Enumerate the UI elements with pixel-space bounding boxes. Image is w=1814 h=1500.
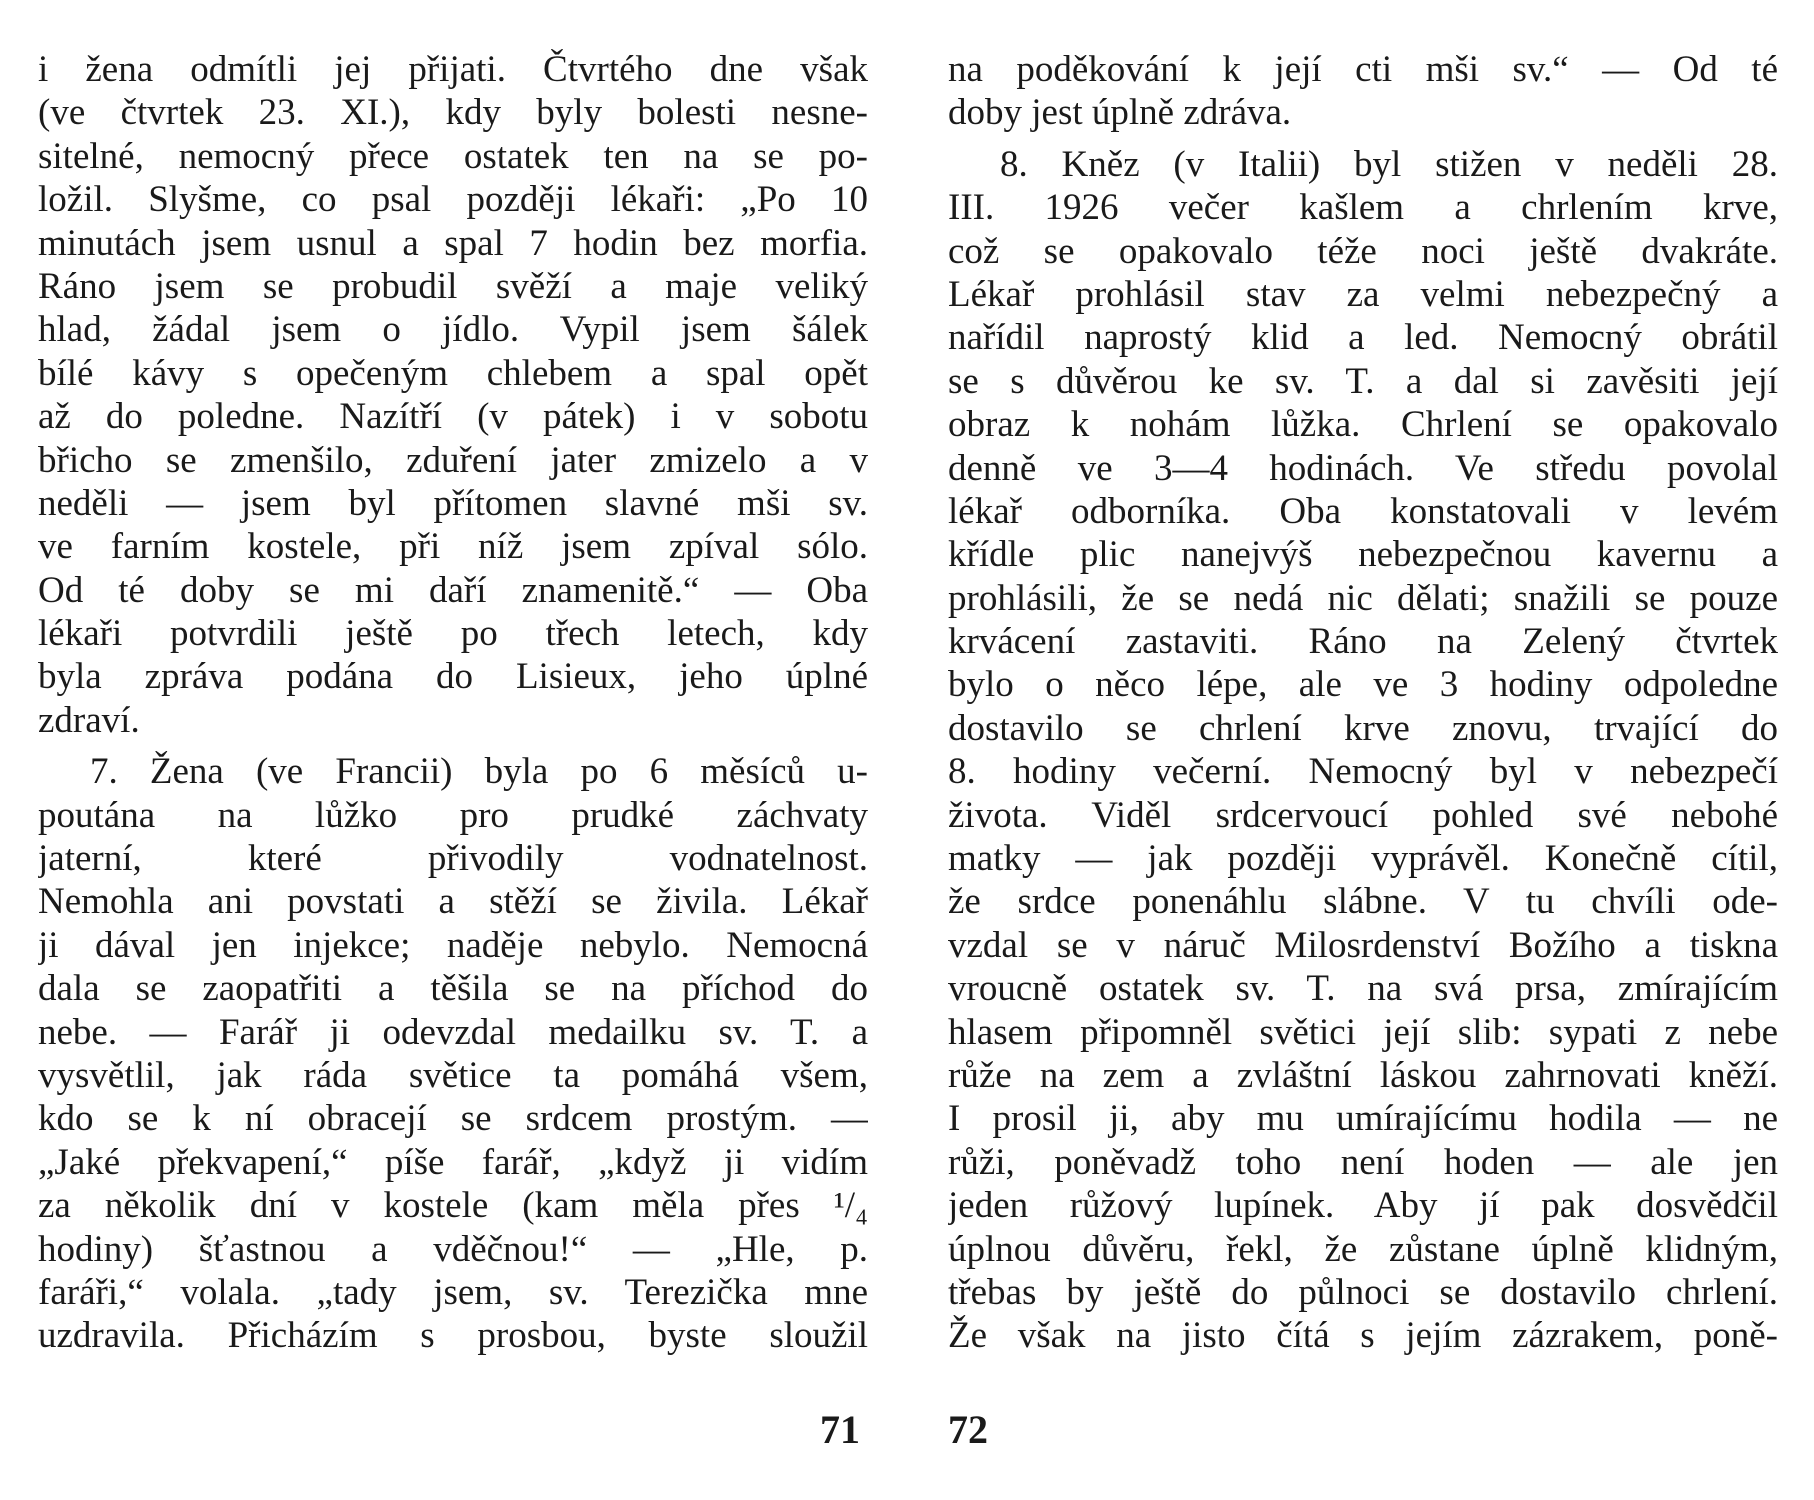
text-line: uzdravila. Přicházím s prosbou, byste sloužil [38,1315,868,1357]
page-number-left: 71 [820,1407,860,1452]
text-line: vzdal se v náruč Milosrdenství Božího a tiskna [948,924,1778,966]
text-line: poutána na lůžko pro prudké záchvaty [38,794,868,836]
text-line: jaterní, které přivodily vodnatelnost. [38,838,868,880]
paragraph-gap [948,135,1778,143]
text-line: úplnou důvěru, řekl, že zůstane úplně klidným, [948,1228,1778,1270]
text-line: bílé kávy s opečeným chlebem a spal opět [38,352,868,394]
text-line: Od té doby se mi daří znamenitě.“ — Oba [38,569,868,611]
text-line: III. 1926 večer kašlem a chrlením krve, [948,187,1778,229]
text-line: obraz k nohám lůžka. Chrlení se opakovalo [948,404,1778,446]
text-line: hodiny) šťastnou a vděčnou!“ — „Hle, p. [38,1228,868,1270]
text-line: Nemohla ani povstati a stěží se živila. Lékař [38,881,868,923]
text-line: života. Viděl srdcervoucí pohled své nebohé [948,794,1778,836]
text-line: ložil. Slyšme, co psal později lékaři: „Po 10 [38,179,868,221]
text-line: hlad, žádal jsem o jídlo. Vypil jsem šálek [38,309,868,351]
text-line: že srdce ponenáhlu slábne. V tu chvíli ode- [948,881,1778,923]
text-line: zdraví. [38,699,140,741]
text-line: vysvětlil, jak ráda světice ta pomáhá všem, [38,1054,868,1096]
text-line: faráři,“ volala. „tady jsem, sv. Terezička mne [38,1271,868,1313]
text-line: „Jaké překvapení,“ píše farář, „když ji vidím [38,1141,868,1183]
text-line: 8. hodiny večerní. Nemocný byl v nebezpečí [948,751,1778,793]
page-number-right: 72 [948,1407,988,1452]
text-line: za několik dní v kostele (kam měla přes ¹/₄ [38,1185,868,1227]
text-line: růži, poněvadž toho není hoden — ale jen [948,1141,1778,1183]
text-line: nebe. — Farář ji odevzdal medailku sv. T. a [38,1011,868,1053]
text-line: lékař odborníka. Oba konstatovali v levém [948,490,1778,532]
paragraph-gap [38,742,868,750]
text-line: sitelné, nemocný přece ostatek ten na se po- [38,135,868,177]
text-line: krvácení zastaviti. Ráno na Zelený čtvrtek [948,621,1778,663]
text-line: ve farním kostele, při níž jsem zpíval sólo. [38,526,868,568]
left-page [38,48,868,1358]
text-line: (ve čtvrtek 23. XI.), kdy byly bolesti nesne- [38,92,868,134]
text-line: 7. Žena (ve Francii) byla po 6 měsíců u- [90,751,868,793]
text-line: prohlásili, že se nedá nic dělati; snažili se pouze [948,577,1778,619]
text-line: vroucně ostatek sv. T. na svá prsa, zmírajícím [948,968,1778,1010]
text-line: dala se zaopatřiti a těšila se na příchod do [38,968,868,1010]
text-line: kdo se k ní obracejí se srdcem prostým. — [38,1098,868,1140]
text-line: 8. Kněz (v Italii) byl stižen v neděli 28. [1000,143,1778,185]
text-line: lékaři potvrdili ještě po třech letech, kdy [38,613,868,655]
text-line: matky — jak později vyprávěl. Konečně cítil, [948,838,1778,880]
text-line: ji dával jen injekce; naděje nebylo. Nemocná [38,924,868,966]
text-line: nařídil naprostý klid a led. Nemocný obrátil [948,317,1778,359]
text-line: dostavilo se chrlení krve znovu, trvající do [948,707,1778,749]
text-line: Že však na jisto čítá s jejím zázrakem, poně- [948,1315,1778,1357]
text-line: břicho se zmenšilo, zduření jater zmizelo a v [38,439,868,481]
text-line: se s důvěrou ke sv. T. a dal si zavěsiti její [948,360,1778,402]
text-line: byla zpráva podána do Lisieux, jeho úplné [38,656,868,698]
text-line: jeden růžový lupínek. Aby jí pak dosvědčil [948,1185,1778,1227]
text-line: až do poledne. Nazítří (v pátek) i v sobotu [38,396,868,438]
text-line: neděli — jsem byl přítomen slavné mši sv. [38,482,868,524]
text-line: denně ve 3—4 hodinách. Ve středu povolal [948,447,1778,489]
text-line: i žena odmítli jej přijati. Čtvrtého dne však [38,49,868,90]
text-line: minutách jsem usnul a spal 7 hodin bez morfia. [38,222,868,264]
text-line: třebas by ještě do půlnoci se dostavilo chrlení. [948,1271,1778,1313]
text-line: Ráno jsem se probudil svěží a maje veliký [38,265,868,307]
text-line: bylo o něco lépe, ale ve 3 hodiny odpoledne [948,664,1778,706]
right-page [948,48,1778,1358]
text-line: doby jest úplně zdráva. [948,92,1292,134]
text-line: růže na zem a zvláštní láskou zahrnovati kněží. [948,1054,1778,1096]
text-line: I prosil ji, aby mu umírajícímu hodila — ne [948,1098,1778,1140]
text-line: Lékař prohlásil stav za velmi nebezpečný a [948,273,1778,315]
text-line: na poděkování k její cti mši sv.“ — Od té [948,49,1778,90]
text-line: což se opakovalo téže noci ještě dvakráte. [948,230,1778,272]
text-line: hlasem připomněl světici její slib: sypati z nebe [948,1011,1778,1053]
text-line: křídle plic nanejvýš nebezpečnou kavernu a [948,534,1778,576]
